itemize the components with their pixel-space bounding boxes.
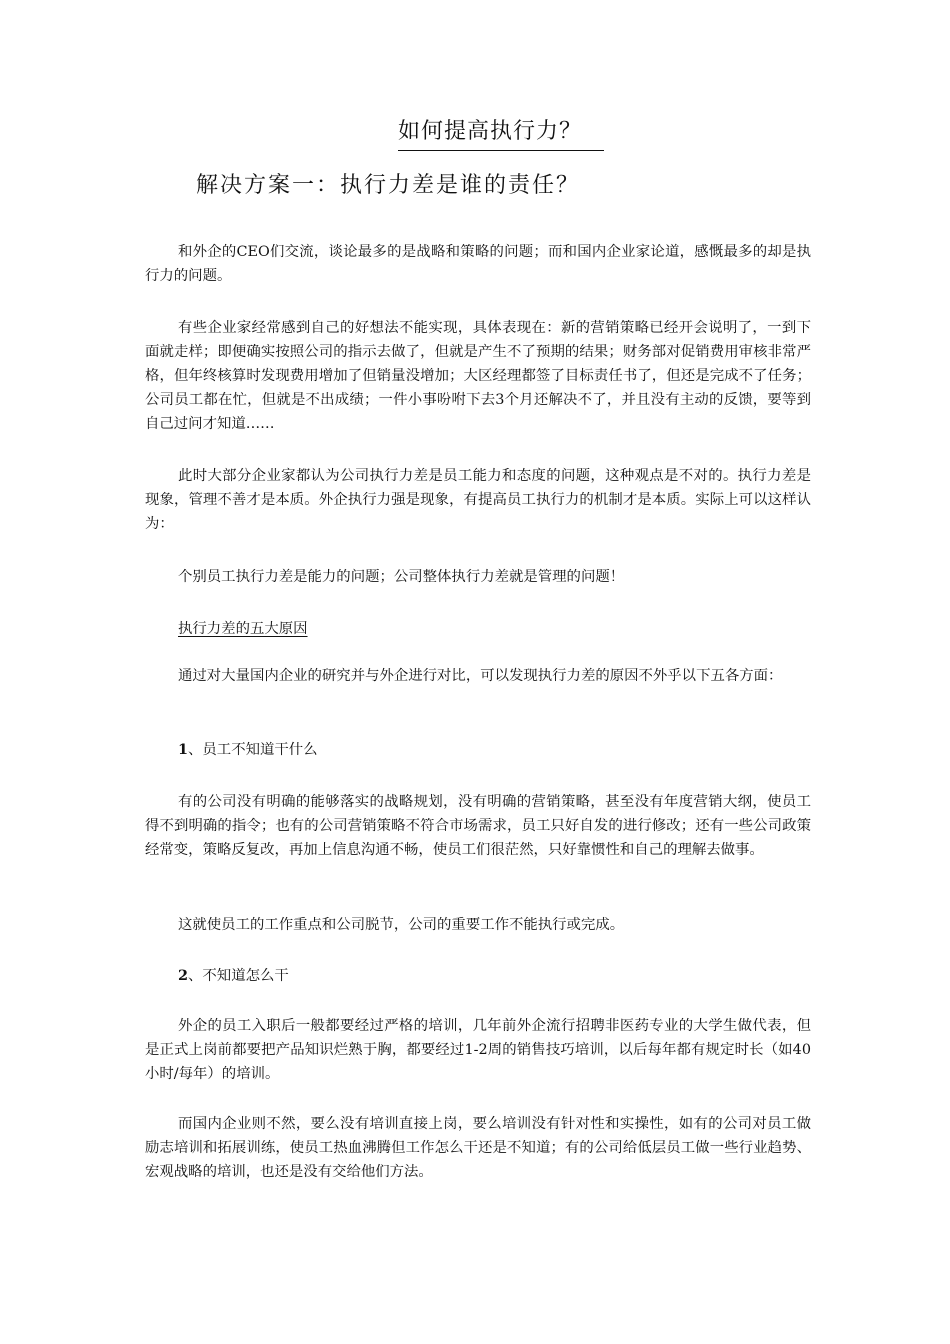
paragraph-intro: 和外企的CEO们交流，谈论最多的是战略和策略的问题；而和国内企业家论道，感慨最多的却是执行力的问题。	[145, 244, 811, 284]
reason-heading-1	[145, 738, 811, 762]
section-heading-text: 执行力差的五大原因	[178, 621, 308, 637]
paragraph-reason-1-result: 这就使员工的工作重点和公司脱节，公司的重要工作不能执行或完成。	[178, 917, 625, 933]
reason-number: 2	[178, 967, 189, 984]
paragraph-reason-1-detail: 有的公司没有明确的能够落实的战略规划，没有明确的营销策略，甚至没有年度营销大纲，使员工得不到明确的指令；也有的公司营销策略不符合市场需求，员工只好自发的进行修改；还有一些公司政策经常变，策略反复改，再加上信息沟通不畅，使员工们很茫然，只好靠惯性和自己的理解去做事。	[145, 794, 811, 858]
paragraph-research: 通过对大量国内企业的研究并与外企进行对比，可以发现执行力差的原因不外乎以下五各方面：	[178, 668, 783, 684]
section-heading-five-reasons	[145, 617, 811, 641]
document-subtitle: 解决方案一：执行力差是谁的责任？	[196, 173, 581, 198]
paragraph-symptoms: 有些企业家经常感到自己的好想法不能实现，具体表现在：新的营销策略已经开会说明了，一到下面就走样；即便确实按照公司的指示去做了，但就是产生不了预期的结果；财务部对促销费用审核非常严格，但年终核算时发现费用增加了但销量没增加；大区经理都签了目标责任书了，但还是完成不了任务；公司员工都在忙，但就是不出成绩；一件小事吩咐下去3个月还解决不了，并且没有主动的反馈，要等到自己过问才知道……	[145, 320, 811, 432]
paragraph-conclusion: 个别员工执行力差是能力的问题；公司整体执行力差就是管理的问题！	[178, 569, 625, 585]
paragraph-domestic-training: 而国内企业则不然，要么没有培训直接上岗，要么培训没有针对性和实操性，如有的公司对员工做励志培训和拓展训练，使员工热血沸腾但工作怎么干还是不知道；有的公司给低层员工做一些行业趋势、宏观战略的培训，也还是没有交给他们方法。	[145, 1116, 811, 1180]
paragraph-foreign-training: 外企的员工入职后一般都要经过严格的培训，几年前外企流行招聘非医药专业的大学生做代表，但是正式上岗前都要把产品知识烂熟于胸，都要经过1-2周的销售技巧培训，以后每年都有规定时长（如40小时/每年）的培训。	[145, 1018, 811, 1082]
paragraph-viewpoint: 此时大部分企业家都认为公司执行力差是员工能力和态度的问题，这种观点是不对的。执行力差是现象，管理不善才是本质。外企执行力强是现象，有提高员工执行力的机制才是本质。实际上可以这样认为：	[145, 468, 811, 532]
reason-title: 、员工不知道干什么	[188, 742, 318, 758]
reason-heading-2	[145, 964, 811, 988]
document-title: 如何提高执行力？	[398, 117, 604, 151]
reason-title: 、不知道怎么干	[188, 968, 289, 984]
reason-number: 1	[178, 741, 189, 758]
